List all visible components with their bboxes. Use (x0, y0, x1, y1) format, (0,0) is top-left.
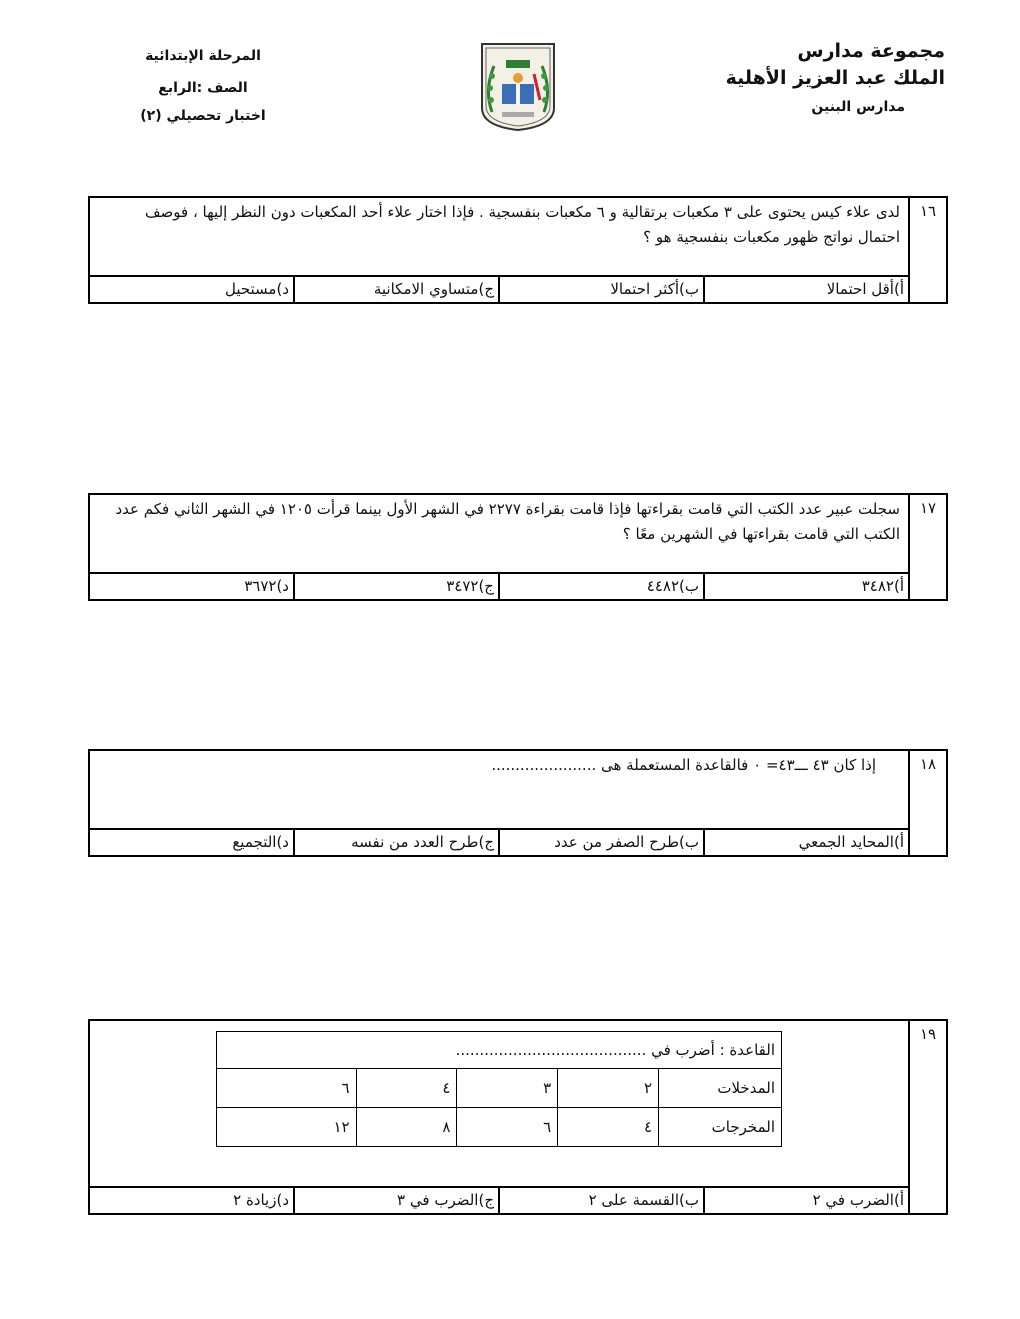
option-d[interactable]: د)زيادة ٢ (233, 1191, 289, 1209)
output-cell: ٦ (457, 1108, 558, 1147)
question-text: سجلت عبير عدد الكتب التي قامت بقراءتها فإذا قامت بقراءة ٢٢٧٧ في الشهر الأول بينما قرأت ١٢٠٥ في الشهر الثاني فكم عدد الكتب التي قامت بقراءتها في الشهرين معًا ؟ (115, 500, 900, 543)
option-b[interactable]: ب)أكثر احتمالا (498, 277, 703, 302)
rule-cell: القاعدة : أضرب في ........................................ (217, 1032, 782, 1069)
option-c[interactable]: ج)٣٤٧٢ (293, 574, 498, 599)
input-cell: ٣ (457, 1069, 558, 1108)
options-row (90, 1186, 908, 1213)
option-b[interactable]: ب)٤٤٨٢ (498, 574, 703, 599)
question-number: ١٩ (908, 1021, 946, 1213)
school-section: مدارس البنين (811, 99, 905, 115)
grade-label: الصف :الرابع (158, 80, 248, 96)
option-d[interactable]: د)مستحيل (224, 280, 289, 298)
option-a[interactable]: أ)المحايد الجمعي (703, 830, 908, 855)
output-cell: ١٢ (217, 1108, 357, 1147)
stage-label: المرحلة الإبتدائية (145, 48, 261, 64)
input-cell: ٢ (558, 1069, 659, 1108)
option-b[interactable]: ب)طرح الصفر من عدد (498, 830, 703, 855)
outputs-label: المخرجات (659, 1108, 782, 1147)
school-group-name: مجموعة مدارس (797, 40, 945, 62)
question-text: إذا كان ٤٣ ـــ٤٣= ٠ فالقاعدة المستعملة هى ...................... (491, 756, 876, 774)
option-d[interactable]: د)٣٦٧٢ (244, 577, 289, 595)
output-cell: ٨ (356, 1108, 457, 1147)
exam-title: اختبار تحصيلي (٢) (140, 108, 266, 124)
question-19 (88, 1019, 948, 1215)
option-c[interactable]: ج)الضرب في ٣ (293, 1188, 498, 1213)
option-a[interactable]: أ)الضرب في ٢ (703, 1188, 908, 1213)
question-text: لدى علاء كيس يحتوى على ٣ مكعبات برتقالية و ٦ مكعبات بنفسجية . فإذا اختار علاء أحد المكعبات دون النظر إليها ، فوصف احتمال نواتج ظهور مكعبات بنفسجية هو ؟ (145, 203, 900, 246)
option-c[interactable]: ج)طرح العدد من نفسه (293, 830, 498, 855)
option-a[interactable]: أ)٣٤٨٢ (703, 574, 908, 599)
option-d[interactable]: د)التجميع (232, 833, 289, 851)
question-18 (88, 749, 948, 857)
question-number: ١٧ (908, 495, 946, 599)
question-number: ١٨ (908, 751, 946, 855)
function-table (216, 1031, 782, 1147)
input-cell: ٦ (217, 1069, 357, 1108)
question-17 (88, 493, 948, 601)
options-row (90, 572, 908, 599)
option-b[interactable]: ب)القسمة على ٢ (498, 1188, 703, 1213)
question-number: ١٦ (908, 198, 946, 302)
question-16 (88, 196, 948, 304)
exam-info (118, 48, 288, 124)
output-cell: ٤ (558, 1108, 659, 1147)
options-row (90, 275, 908, 302)
option-a[interactable]: أ)أقل احتمالا (703, 277, 908, 302)
school-header (726, 40, 945, 115)
option-c[interactable]: ج)متساوي الامكانية (293, 277, 498, 302)
options-row (90, 828, 908, 855)
input-cell: ٤ (356, 1069, 457, 1108)
school-emblem-icon (478, 40, 558, 132)
school-name: الملك عبد العزيز الأهلية (725, 67, 945, 89)
inputs-label: المدخلات (659, 1069, 782, 1108)
